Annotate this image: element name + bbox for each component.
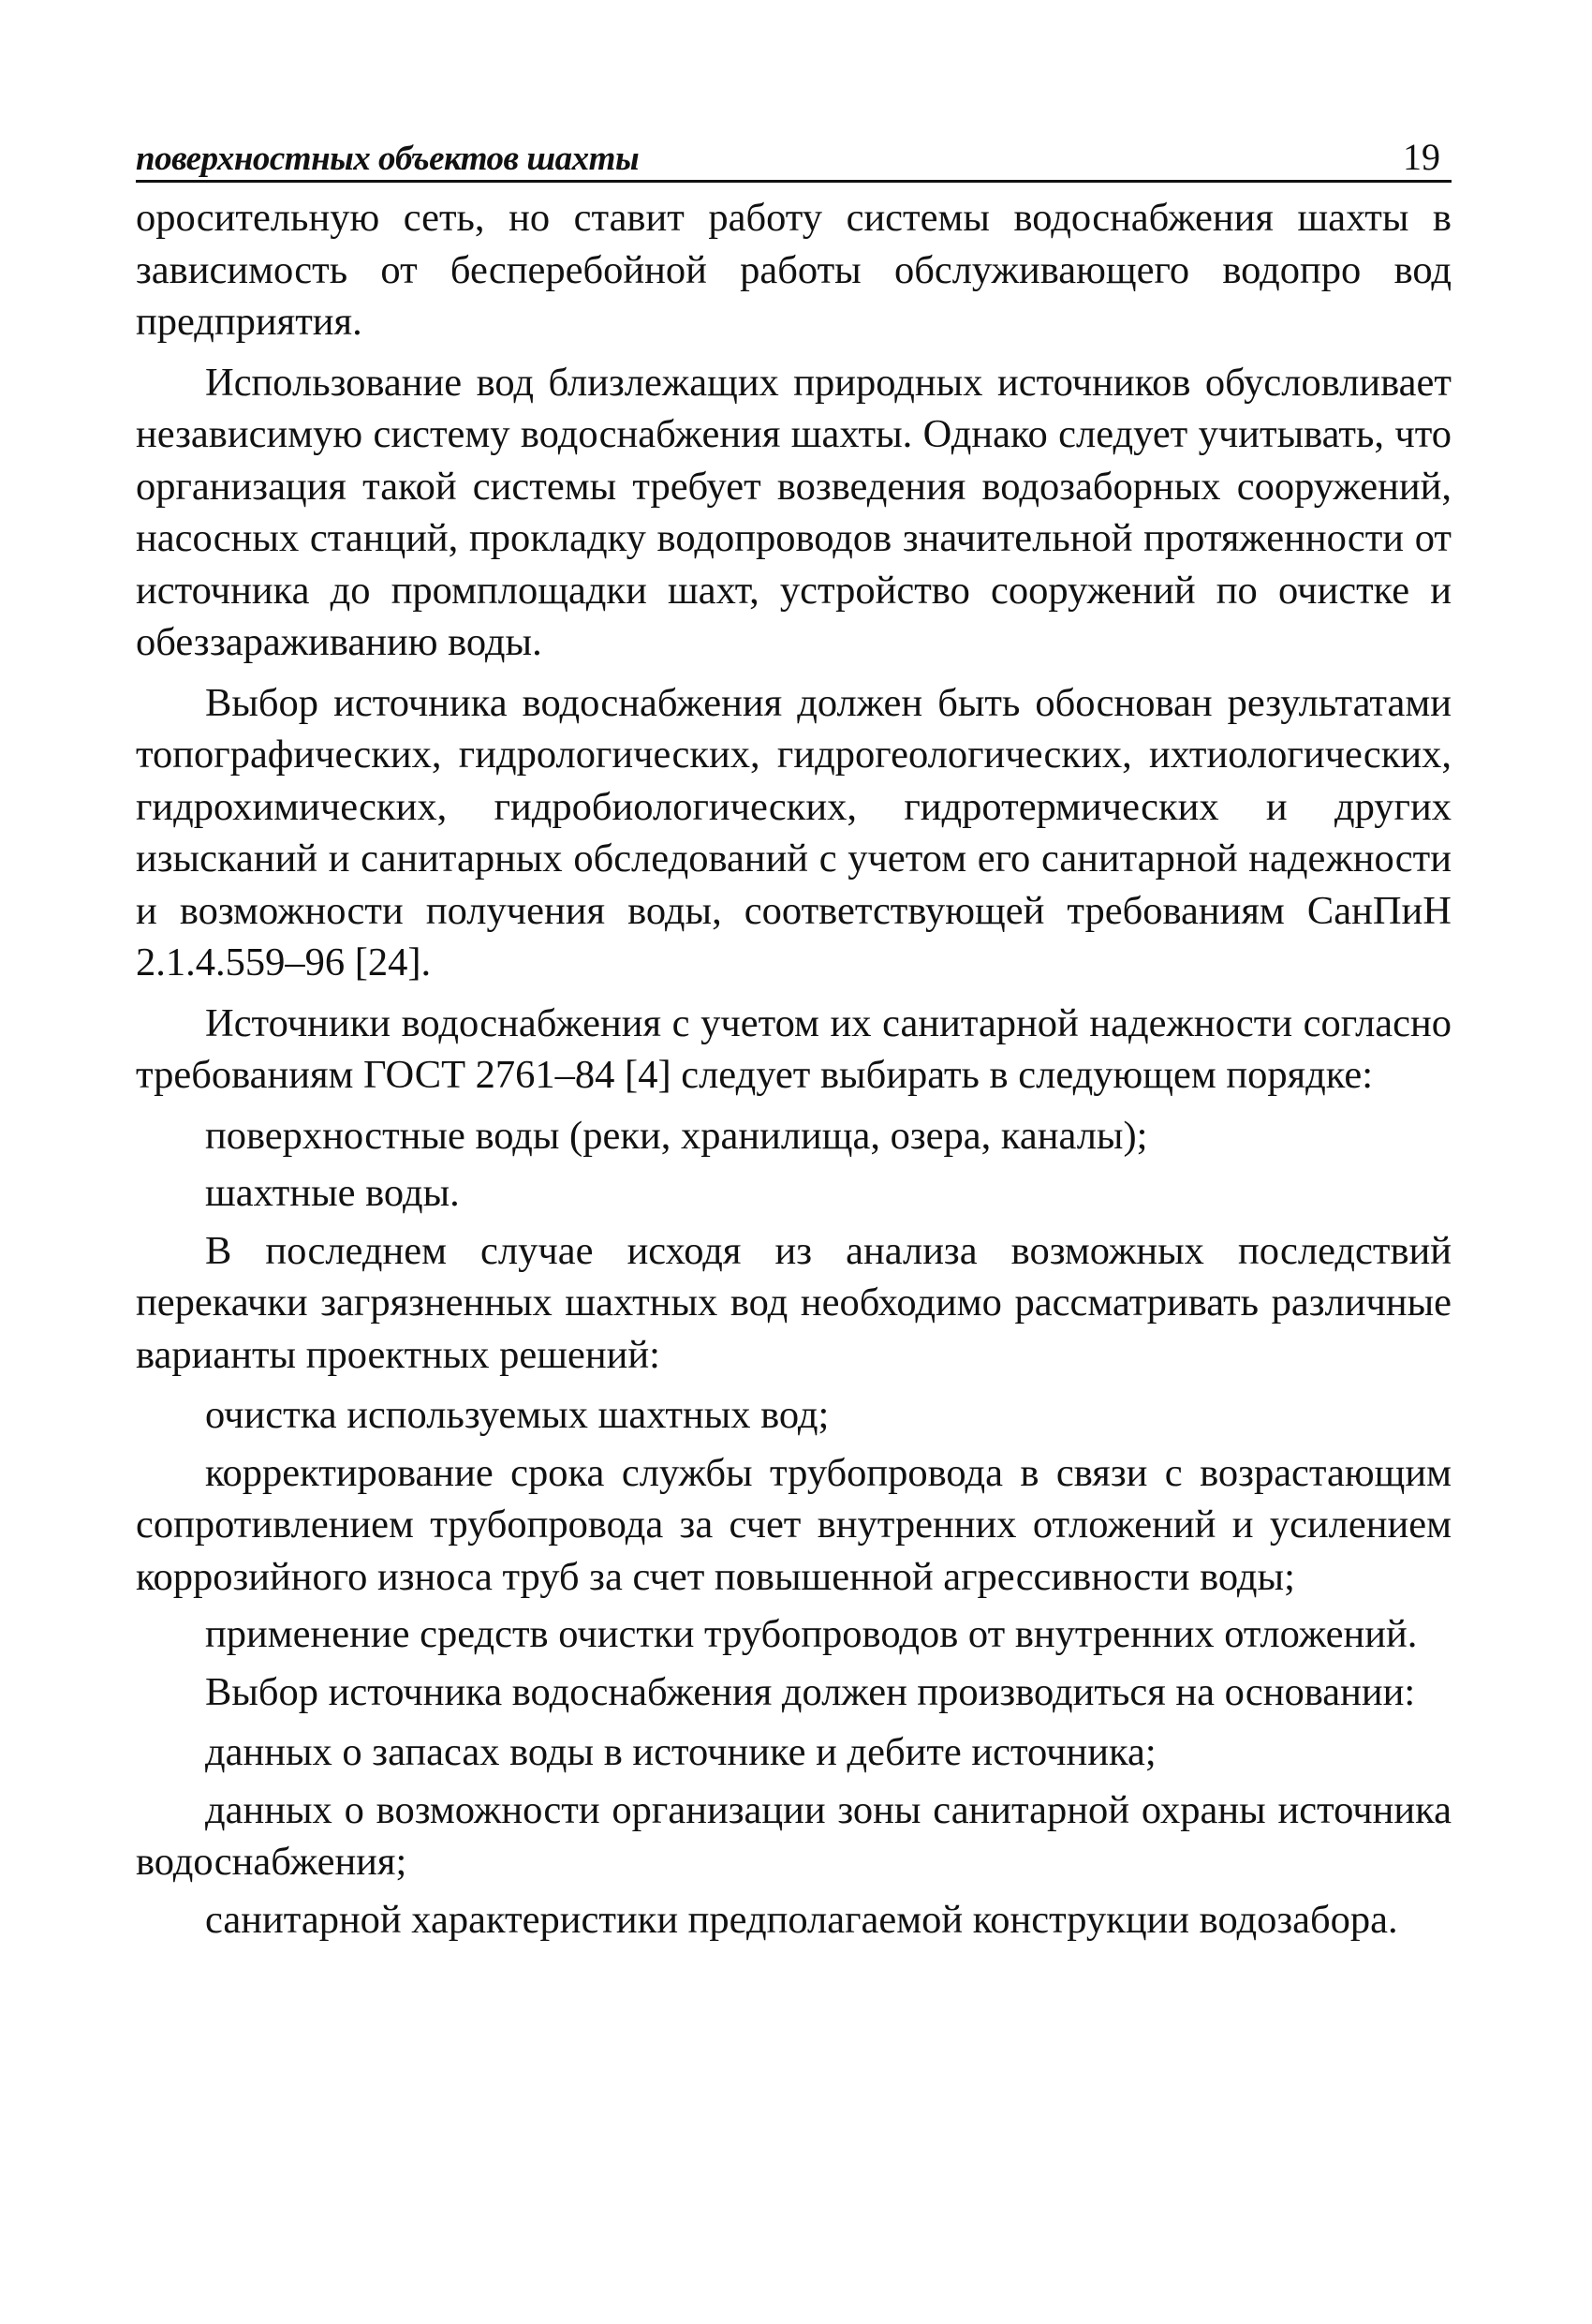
paragraph-source-selection-basis: Выбор источника водоснабжения должен быть обоснован результатами топографических, гидрологических, гидрогеологических, ихтиологических, гидрохимических, гидробиологических, гидротермических и других изысканий и санитарных обследований с учетом его санитарной надежности и возможности получения воды, соответствующей требованиям СанПиН 2.1.4.559–96 [24].: [136, 680, 1452, 984]
list-item-pipeline-service-life: корректирование срока службы трубопровода в связи с возрастающим сопротивлением трубопровода за счет внутренних отложений и усилением коррозийного износа труб за счет повышенной агрессивности воды;: [136, 1450, 1452, 1599]
paragraph-continuation: оросительную сеть, но ставит работу системы водоснабжения шахты в зависимость от бесперебойной работы обслуживающего водопро вод предприятия.: [136, 196, 1452, 344]
document-page: [136, 131, 1452, 1951]
list-item-intake-characteristics: санитарной характеристики предполагаемой конструкции водозабора.: [205, 1897, 1398, 1942]
list-item-pipeline-cleaning: применение средств очистки трубопроводов от внутренних отложений.: [205, 1612, 1418, 1656]
list-item-surface-waters: поверхностные воды (реки, хранилища, озера, каналы);: [205, 1113, 1148, 1158]
paragraph-selection-grounds: Выбор источника водоснабжения должен производиться на основании:: [205, 1669, 1416, 1714]
paragraph-design-options: В последнем случае исходя из анализа возможных последствий перекачки загрязненных шахтных вод необходимо рассматривать различные варианты проектных решений:: [136, 1228, 1452, 1377]
list-item-water-treatment: очистка используемых шахтных вод;: [205, 1393, 830, 1437]
running-head: [136, 131, 1452, 183]
list-item-mine-waters: шахтные воды.: [205, 1171, 460, 1215]
list-item-water-reserves: данных о запасах воды в источнике и дебите источника;: [205, 1730, 1157, 1774]
list-item-sanitary-zone: данных о возможности организации зоны санитарной охраны источника водоснабжения;: [136, 1787, 1452, 1884]
page-number: 19: [1403, 136, 1440, 178]
running-head-title: поверхностных объектов шахты: [136, 140, 640, 178]
paragraph-natural-sources: Использование вод близлежащих природных источников обусловливает независимую систему водоснабжения шахты. Однако следует учитывать, что организация такой системы требует возведения водозаборных сооружений, насосных станций, прокладку водопроводов значительной протяженности от источника до промплощадки шахт, устройство сооружений по очистке и обеззараживанию воды.: [136, 360, 1452, 664]
body-text: [136, 192, 1452, 1946]
paragraph-source-order: Источники водоснабжения с учетом их санитарной надежности согласно требованиям ГОСТ 2761–84 [4] следует выбирать в следующем порядке:: [136, 1000, 1452, 1097]
